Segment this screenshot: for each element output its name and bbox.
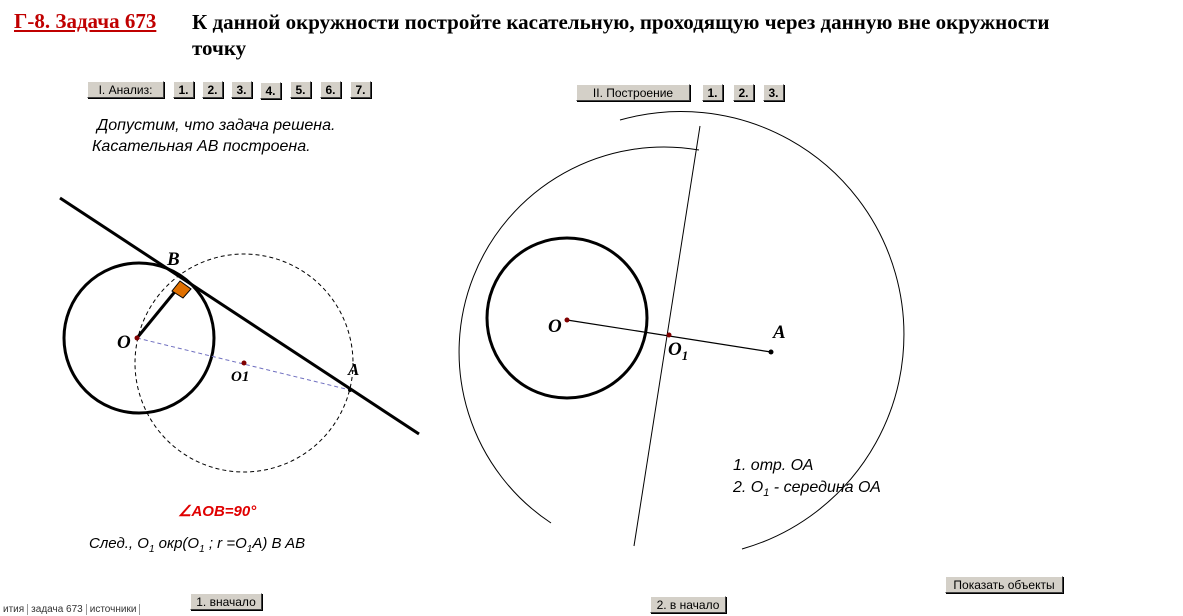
label-a-right: A: [773, 322, 786, 343]
construction-step-2-button[interactable]: 2.: [733, 84, 754, 101]
label-o1-left: O1: [231, 369, 250, 385]
point-o-right: [565, 318, 570, 323]
tangent-line-ab: [60, 198, 419, 434]
point-o1-left: [242, 361, 247, 366]
analysis-step-7-button[interactable]: 7.: [350, 81, 371, 98]
analysis-step-2-button[interactable]: 2.: [202, 81, 223, 98]
angle-aob-text: ∠AOB=90°: [178, 503, 257, 520]
construction-step2-text: 2. $О_1$ - середина ОА: [733, 479, 881, 500]
problem-title: К данной окружности постройте касательную, проходящую через данную вне окружности точку: [192, 10, 1050, 60]
tab-1[interactable]: ития: [0, 604, 28, 615]
label-o-left: O: [117, 332, 131, 353]
analysis-text-line1: Допустим, что задача решена.: [97, 117, 336, 134]
analysis-step-5-button[interactable]: 5.: [290, 81, 311, 98]
problem-code: Г-8. Задача 673: [14, 9, 157, 33]
analysis-button[interactable]: I. Анализ:: [87, 81, 164, 98]
show-objects-button[interactable]: Показать объекты: [945, 576, 1063, 593]
point-o1-right: [667, 333, 672, 338]
construction-step-1-button[interactable]: 1.: [702, 84, 723, 101]
construction-button[interactable]: II. Построение: [576, 84, 690, 101]
tab-problem[interactable]: задача 673: [28, 604, 87, 615]
analysis-step-1-button[interactable]: 1.: [173, 81, 194, 98]
label-b: B: [167, 249, 180, 270]
start-2-button[interactable]: 2. в начало: [650, 596, 726, 613]
construction-step-3-button[interactable]: 3.: [763, 84, 784, 101]
tab-sources[interactable]: источники: [87, 604, 141, 615]
analysis-step-3-button[interactable]: 3.: [231, 81, 252, 98]
label-a-left: A: [348, 360, 360, 379]
start-1-button[interactable]: 1. вначало: [190, 593, 262, 610]
point-o-left: [135, 336, 140, 341]
analysis-text-line2: Касательная АВ построена.: [92, 138, 311, 155]
conclusion-text: След., $O_1$ $окр(O_1$ ; $r =O_1A$) B AB: [89, 535, 306, 555]
point-a-left: [348, 388, 352, 392]
sheet-tabs: [0, 604, 190, 616]
point-a-right: [769, 350, 774, 355]
analysis-step-4-button[interactable]: 4.: [260, 82, 281, 99]
label-o1-right: $O_1$: [668, 339, 689, 363]
label-o-right: O: [548, 316, 562, 337]
analysis-step-6-button[interactable]: 6.: [320, 81, 341, 98]
construction-step1-text: 1. отр. ОА: [733, 457, 814, 474]
